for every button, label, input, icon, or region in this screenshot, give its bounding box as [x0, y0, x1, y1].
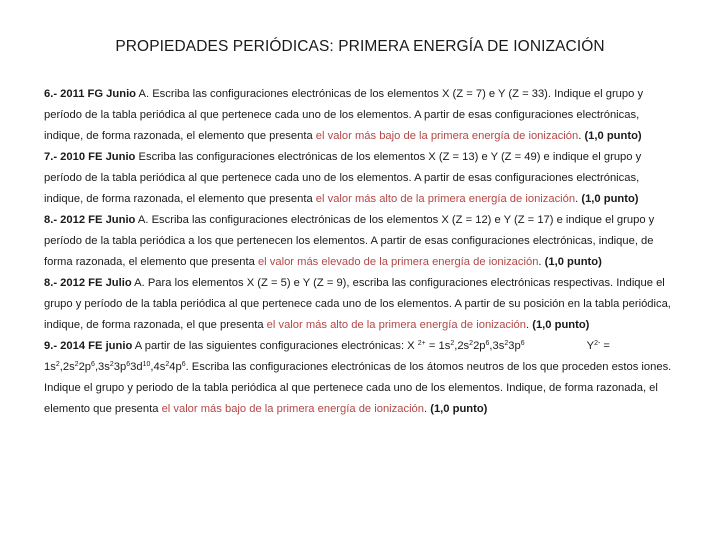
- problem-label: 8.- 2012 FE Junio: [44, 214, 136, 226]
- points-label: (1,0 punto): [584, 130, 642, 142]
- problem-8-junio: [44, 210, 676, 273]
- problem-label: 8.- 2012 FE Julio: [44, 277, 132, 289]
- highlighted-phrase: el valor más bajo de la primera energía de ionización: [161, 403, 424, 415]
- page-title: PROPIEDADES PERIÓDICAS: PRIMERA ENERGÍA DE IONIZACIÓN: [115, 38, 605, 55]
- points-label: (1,0 punto): [532, 319, 590, 331]
- problem-text: . Escriba las configuraciones electrónicas de los átomos neutros de los que proceden estos iones. Indique el grupo y periodo de la tabla periódica al que pertenece cada uno de los elementos. Indique, de forma razonada, el elemento que presenta: [44, 361, 672, 415]
- y-ion-label: Y: [586, 340, 595, 352]
- problem-6: [44, 84, 676, 147]
- points-label: (1,0 punto): [581, 193, 639, 205]
- x-ion-charge: 2+: [417, 340, 426, 347]
- highlighted-phrase: el valor más bajo de la primera energía de ionización: [315, 130, 579, 142]
- points-label: (1,0 punto): [544, 256, 602, 268]
- problem-9: [44, 336, 676, 420]
- problem-tail: .: [575, 193, 582, 205]
- highlighted-phrase: el valor más alto de la primera energía de ionización: [266, 319, 526, 331]
- problem-text: A. Escriba las configuraciones electrónicas de los elementos X (Z = 7) e Y (Z = 33). Indique el grupo y período de la tabla periódica al que pertenece cada uno de los elementos. A partir de esas configuraciones electrónicas, indique, de forma razonada, el elemento que presenta: [44, 88, 644, 142]
- problem-text: A. Para los elementos X (Z = 5) e Y (Z = 9), escriba las configuraciones electrónicas respectivas. Indique el grupo y período de la tabla periódica al que pertenece cada uno de los elementos. A partir de su posición en la tabla periódica, indique, de forma razonada, el que presenta: [44, 277, 671, 331]
- y-ion-charge: 2-: [594, 340, 601, 347]
- problem-tail: .: [526, 319, 533, 331]
- problem-text: A. Escriba las configuraciones electrónicas de los elementos X (Z = 12) e Y (Z = 17) e indique el grupo y período de la tabla periódica a los que pertenecen los elementos. A partir de esas configuraciones electrónicas, indique, de forma razonada, el elemento que presenta: [44, 214, 655, 268]
- problem-label: 6.- 2011 FG Junio: [44, 88, 137, 100]
- highlighted-phrase: el valor más elevado de la primera energía de ionización: [257, 256, 539, 268]
- problem-intro: A partir de las siguientes configuraciones electrónicas: X: [132, 340, 418, 352]
- problem-tail: .: [538, 256, 545, 268]
- y-config: = $1s^2,2s^22p^6,3s^23p^63d^{10},4s^24p^6$: [44, 340, 610, 373]
- problem-list: [44, 84, 676, 420]
- problem-tail: .: [578, 130, 585, 142]
- problem-7: [44, 147, 676, 210]
- problem-label: 9.- 2014 FE junio: [44, 340, 133, 352]
- points-label: (1,0 punto): [430, 403, 488, 415]
- problem-tail: .: [424, 403, 431, 415]
- problem-label: 7.- 2010 FE Junio: [44, 151, 136, 163]
- highlighted-phrase: el valor más alto de la primera energía de ionización: [315, 193, 576, 205]
- problem-text: Escriba las configuraciones electrónicas de los elementos X (Z = 13) e Y (Z = 49) e indique el grupo y período de la tabla periódica al que pertenece cada uno de los elementos. A partir de esas configuraciones electrónicas, indique, de forma razonada, el elemento que presenta: [44, 151, 642, 205]
- x-config: = $1s^2,2s^22p^6,3s^23p^6$: [425, 340, 525, 352]
- problem-8-julio: [44, 273, 676, 336]
